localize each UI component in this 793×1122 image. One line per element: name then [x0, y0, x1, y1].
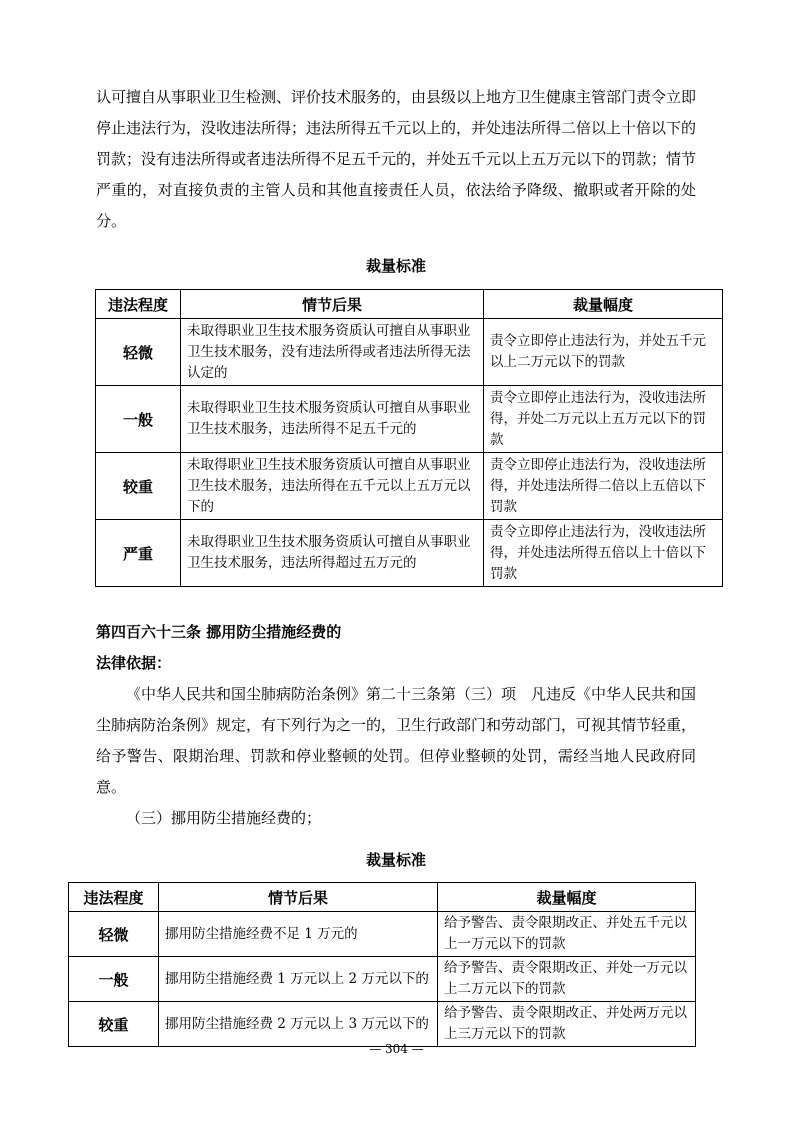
- table-header-row: [69, 883, 696, 912]
- header-circumstance: 情节后果: [159, 883, 438, 912]
- table2-caption: 裁量标准: [365, 851, 426, 869]
- penalty-cell: 责令立即停止违法行为，没收违法所得，并处违法所得五倍以上十倍以下罚款: [484, 520, 723, 587]
- discretion-table-2: [68, 882, 696, 1047]
- item-text: （三）挪用防尘措施经费的；: [126, 809, 322, 827]
- header-penalty: 裁量幅度: [484, 290, 723, 319]
- document-page: [83, 82, 706, 1047]
- circumstance-cell: 未取得职业卫生技术服务资质认可擅自从事职业卫生技术服务，违法所得超过五万元的: [181, 520, 484, 587]
- level-cell: 轻微: [96, 319, 181, 386]
- header-penalty: 裁量幅度: [438, 883, 696, 912]
- penalty-cell: 给予警告、责令限期改正、并处两万元以上三万元以下的罚款: [438, 1002, 696, 1047]
- penalty-cell: 给予警告、责令限期改正、并处一万元以上二万元以下的罚款: [438, 957, 696, 1002]
- penalty-cell: 责令立即停止违法行为，并处五千元以上二万元以下的罚款: [484, 319, 723, 386]
- level-cell: 严重: [96, 520, 181, 587]
- legal-basis-label: 法律依据：: [96, 654, 172, 672]
- page-number: — 304 —: [369, 1042, 424, 1056]
- circumstance-cell: 未取得职业卫生技术服务资质认可擅自从事职业卫生技术服务，违法所得在五千元以上五万元以下的: [181, 453, 484, 520]
- article-title: 第四百六十三条 挪用防尘措施经费的: [96, 623, 342, 641]
- table-row: [69, 912, 696, 957]
- level-cell: 一般: [96, 386, 181, 453]
- level-cell: 一般: [69, 957, 159, 1002]
- level-cell: 较重: [96, 453, 181, 520]
- circumstance-cell: 挪用防尘措施经费 2 万元以上 3 万元以下的: [159, 1002, 438, 1047]
- header-circumstance: 情节后果: [181, 290, 484, 319]
- table-row: [96, 453, 723, 520]
- level-cell: 较重: [69, 1002, 159, 1047]
- table-row: [69, 957, 696, 1002]
- penalty-cell: 责令立即停止违法行为，没收违法所得，并处违法所得二倍以上五倍以下罚款: [484, 453, 723, 520]
- table-header-row: [96, 290, 723, 319]
- table-row: [96, 319, 723, 386]
- penalty-cell: 责令立即停止违法行为，没收违法所得，并处二万元以上五万元以下的罚款: [484, 386, 723, 453]
- level-cell: 轻微: [69, 912, 159, 957]
- circumstance-cell: 未取得职业卫生技术服务资质认可擅自从事职业卫生技术服务，没有违法所得或者违法所得无法认定的: [181, 319, 484, 386]
- penalty-cell: 给予警告、责令限期改正、并处五千元以上一万元以下的罚款: [438, 912, 696, 957]
- intro-paragraph: 认可擅自从事职业卫生检测、评价技术服务的，由县级以上地方卫生健康主管部门责令立即停止违法行为，没收违法所得；违法所得五千元以上的，并处违法所得二倍以上十倍以下的罚款；没有违法所得或者违法所得不足五千元的，并处五千元以上五万元以下的罚款；情节严重的，对直接负责的主管人员和其他直接责任人员，依法给予降级、撤职或者开除的处分。: [96, 88, 697, 230]
- header-level: 违法程度: [96, 290, 181, 319]
- table-row: [96, 520, 723, 587]
- legal-basis-text: 《中华人民共和国尘肺病防治条例》第二十三条第（三）项 凡违反《中华人民共和国尘肺病防治条例》规定，有下列行为之一的，卫生行政部门和劳动部门，可视其情节轻重，给予警告、限期治理、罚款和停业整顿的处罚。但停业整顿的处罚，需经当地人民政府同意。: [96, 685, 697, 796]
- circumstance-cell: 挪用防尘措施经费不足 1 万元的: [159, 912, 438, 957]
- circumstance-cell: 未取得职业卫生技术服务资质认可擅自从事职业卫生技术服务，违法所得不足五千元的: [181, 386, 484, 453]
- circumstance-cell: 挪用防尘措施经费 1 万元以上 2 万元以下的: [159, 957, 438, 1002]
- table1-caption: 裁量标准: [365, 257, 426, 275]
- header-level: 违法程度: [69, 883, 159, 912]
- table-row: [69, 1002, 696, 1047]
- discretion-table-1: [95, 289, 723, 587]
- table-row: [96, 386, 723, 453]
